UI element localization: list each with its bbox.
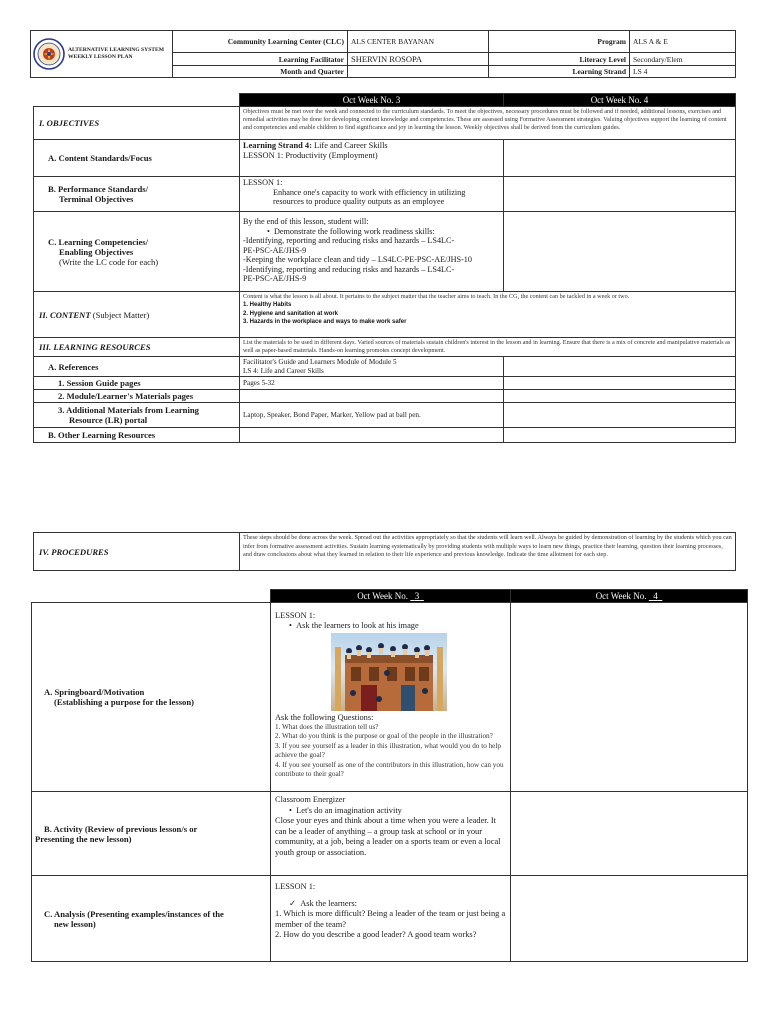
content-label: II. CONTENT (Subject Matter) bbox=[34, 292, 240, 338]
springboard-question-1: 1. What does the illustration tell us? bbox=[275, 723, 379, 731]
clc-label: Community Learning Center (CLC) bbox=[173, 31, 348, 53]
springboard-questions-heading: Ask the following Questions: bbox=[275, 713, 374, 722]
other-resources-label: B. Other Learning Resources bbox=[34, 428, 240, 443]
header-table bbox=[30, 30, 736, 78]
activity-label: B. Activity (Review of previous lesson/s or Presenting the new lesson) bbox=[32, 792, 271, 876]
procedures-label: IV. PROCEDURES bbox=[34, 533, 240, 571]
references-week4[interactable] bbox=[504, 357, 736, 377]
competencies-label: C. Learning Competencies/ Enabling Objectives (Write the LC code for each) bbox=[34, 212, 240, 292]
header-logo-cell bbox=[31, 31, 173, 78]
session-guide-week4[interactable] bbox=[504, 377, 736, 390]
springboard-question-3: 3. If you see yourself as a leader in this illustration, what would you do to help achieve the goal? bbox=[275, 741, 501, 760]
competency-1b: PE-PSC-AE/JHS-9 bbox=[243, 245, 307, 255]
analysis-week4[interactable] bbox=[511, 876, 748, 962]
springboard-week4[interactable] bbox=[511, 603, 748, 792]
content-description: Content is what the lesson is all about. It pertains to the subject matter that the teacher aims to teach. In the CG, the content can be tackled in a week or two. bbox=[243, 293, 630, 300]
activity-heading: Classroom Energizer bbox=[275, 795, 346, 804]
bullet-icon: • bbox=[289, 805, 297, 815]
strand-value[interactable]: LS 4 bbox=[630, 66, 736, 78]
activity-week4[interactable] bbox=[511, 792, 748, 876]
springboard-question-4: 4. If you see yourself as one of the contributors in this illustration, how can you contribute to their goal? bbox=[275, 760, 504, 779]
procedures-detail-table bbox=[31, 589, 748, 962]
week4-header: Oct Week No. 4 bbox=[504, 94, 736, 107]
strand-label: Learning Strand bbox=[489, 66, 630, 78]
activity-bullet: • Let's do an imagination activity bbox=[289, 805, 402, 815]
additional-materials-value[interactable]: Laptop, Speaker, Bond Paper, Marker, Yellow pad at ball pen. bbox=[240, 403, 504, 428]
analysis-label: C. Analysis (Presenting examples/instances of the new lesson) bbox=[32, 876, 271, 962]
checkmark-icon: ✓ bbox=[289, 898, 301, 908]
session-guide-label: 1. Session Guide pages bbox=[34, 377, 240, 390]
literacy-value[interactable]: Secondary/Elem bbox=[630, 53, 736, 66]
clc-value[interactable]: ALS CENTER BAYANAN bbox=[348, 31, 489, 53]
objectives-label: I. OBJECTIVES bbox=[34, 107, 240, 140]
competency-2: -Keeping the workplace clean and tidy – LS4LC-PE-PSC-AE/JHS-10 bbox=[243, 255, 472, 264]
program-label: Program bbox=[489, 31, 630, 53]
springboard-image bbox=[331, 633, 447, 711]
header-title-line2: WEEKLY LESSON PLAN bbox=[68, 54, 133, 60]
analysis-check-item: ✓ Ask the learners: bbox=[289, 898, 357, 908]
competencies-week4[interactable] bbox=[504, 212, 736, 292]
performance-lesson: LESSON 1: bbox=[243, 178, 283, 187]
activity-text: Close your eyes and think about a time when you were a leader. It can be a leader of anything – a group task at school or in your community, at a job, being a leader on a sports team or even a local youth group or association. bbox=[275, 816, 501, 857]
objectives-description: Objectives must be met over the week and connected to the curriculum standards. To meet the objectives, necessary procedures must be followed and if needed, additional lessons, exercises and remedial activities may be done for developing content knowledge and competencies. These are assessed using Formative Assessment strategies. Valuing objectives support the learning of content and competencies and enable children to find significance and joy in learning the lesson. Weekly objectives shall be derived from the curriculum guides. bbox=[240, 107, 736, 140]
competency-1a: -Identifying, reporting and reducing risks and hazards – LS4LC- bbox=[243, 236, 455, 245]
analysis-question-1: 1. Which is more difficult? Being a leader of the team or just being a member of the team? bbox=[275, 909, 506, 929]
references-line1: Facilitator's Guide and Learners Module of Module 5 bbox=[243, 358, 397, 366]
analysis-question-2: 2. How do you describe a good leader? A good team works? bbox=[275, 930, 477, 940]
facilitator-value[interactable]: SHERVIN ROSOPA bbox=[348, 53, 489, 66]
module-pages-week4[interactable] bbox=[504, 390, 736, 403]
objectives-table bbox=[33, 93, 736, 443]
other-resources-week4[interactable] bbox=[504, 428, 736, 443]
springboard-label: A. Springboard/Motivation (Establishing a purpose for the lesson) bbox=[32, 603, 271, 792]
performance-text-2: resources to produce quality outputs as an employee bbox=[273, 197, 445, 206]
program-value[interactable]: ALS A & E bbox=[630, 31, 736, 53]
analysis-lesson: LESSON 1: bbox=[275, 882, 316, 891]
content-item-1: 1. Healthy Habits bbox=[243, 302, 292, 308]
additional-materials-label: 3. Additional Materials from Learning Resource (LR) portal bbox=[34, 403, 240, 428]
references-line2: LS 4: Life and Career Skills bbox=[243, 366, 324, 375]
procedures-week4-header: Oct Week No. 4 bbox=[511, 590, 748, 603]
additional-materials-week4[interactable] bbox=[504, 403, 736, 428]
literacy-label: Literacy Level bbox=[489, 53, 630, 66]
session-guide-value[interactable]: Pages 5-32 bbox=[240, 377, 504, 390]
resources-label: III. LEARNING RESOURCES bbox=[34, 338, 240, 357]
content-standards-line1: Learning Strand 4: Life and Career Skills bbox=[243, 141, 388, 150]
other-resources-week3[interactable] bbox=[240, 428, 504, 443]
performance-text-1: Enhance one's capacity to work with efficiency in utilizing bbox=[273, 187, 466, 197]
week3-header: Oct Week No. 3 bbox=[240, 94, 504, 107]
header-title-line1: ALTERNATIVE LEARNING SYSTEM bbox=[68, 47, 165, 54]
competencies-bullet: • Demonstrate the following work readiness skills: bbox=[267, 226, 435, 236]
competency-3a: -Identifying, reporting and reducing risks and hazards – LS4LC- bbox=[243, 264, 455, 274]
content-standards-week4[interactable] bbox=[504, 140, 736, 177]
content-item-2: 2. Hygiene and sanitation at work bbox=[243, 310, 339, 317]
module-pages-label: 2. Module/Learner's Materials pages bbox=[34, 390, 240, 403]
springboard-bullet: • Ask the learners to look at his image bbox=[289, 621, 419, 630]
deped-seal-icon bbox=[33, 38, 65, 70]
content-item-3: 3. Hazards in the workplace and ways to make work safer bbox=[243, 319, 407, 325]
module-pages-week3[interactable] bbox=[240, 390, 504, 403]
procedures-week3-header: Oct Week No. 3 bbox=[271, 590, 511, 603]
performance-week4[interactable] bbox=[504, 177, 736, 212]
springboard-question-2: 2. What do you think is the purpose or goal of the people in the illustration? bbox=[275, 732, 493, 741]
facilitator-label: Learning Facilitator bbox=[173, 53, 348, 66]
procedures-table bbox=[33, 532, 736, 571]
references-label: A. References bbox=[34, 357, 240, 377]
content-standards-label: A. Content Standards/Focus bbox=[34, 140, 240, 177]
resources-description: List the materials to be used in different days. Varied sources of materials sustain children's interest in the lesson and in learning. Ensure that there is a mix of concrete and manipulative materials as well as paper-based materials. Hands-on learning promotes concept development. bbox=[240, 338, 736, 357]
performance-standards-label: B. Performance Standards/ Terminal Objectives bbox=[34, 177, 240, 212]
springboard-lesson: LESSON 1: bbox=[275, 611, 316, 620]
bullet-icon: • bbox=[289, 621, 297, 630]
procedures-description: These steps should be done across the week. Spread out the activities appropriately so that the students will learn well. Always be guided by demonstration of learning by the students which you can infer from formative assessment activities. Sustain learning systematically by providing students with multiple ways to learn new things, practice their learning, question their learning processes, and draw conclusions about what they learned in relation to their life experience and previous knowledge. Indicate the time allotment for each step. bbox=[240, 533, 736, 571]
competencies-intro: By the end of this lesson, student will: bbox=[243, 217, 369, 226]
month-value[interactable] bbox=[348, 66, 489, 78]
content-standards-line2: LESSON 1: Productivity (Employment) bbox=[243, 150, 378, 160]
month-label: Month and Quarter bbox=[173, 66, 348, 78]
bullet-icon: • bbox=[267, 226, 274, 236]
competency-3b: PE-PSC-AE/JHS-9 bbox=[243, 274, 307, 283]
